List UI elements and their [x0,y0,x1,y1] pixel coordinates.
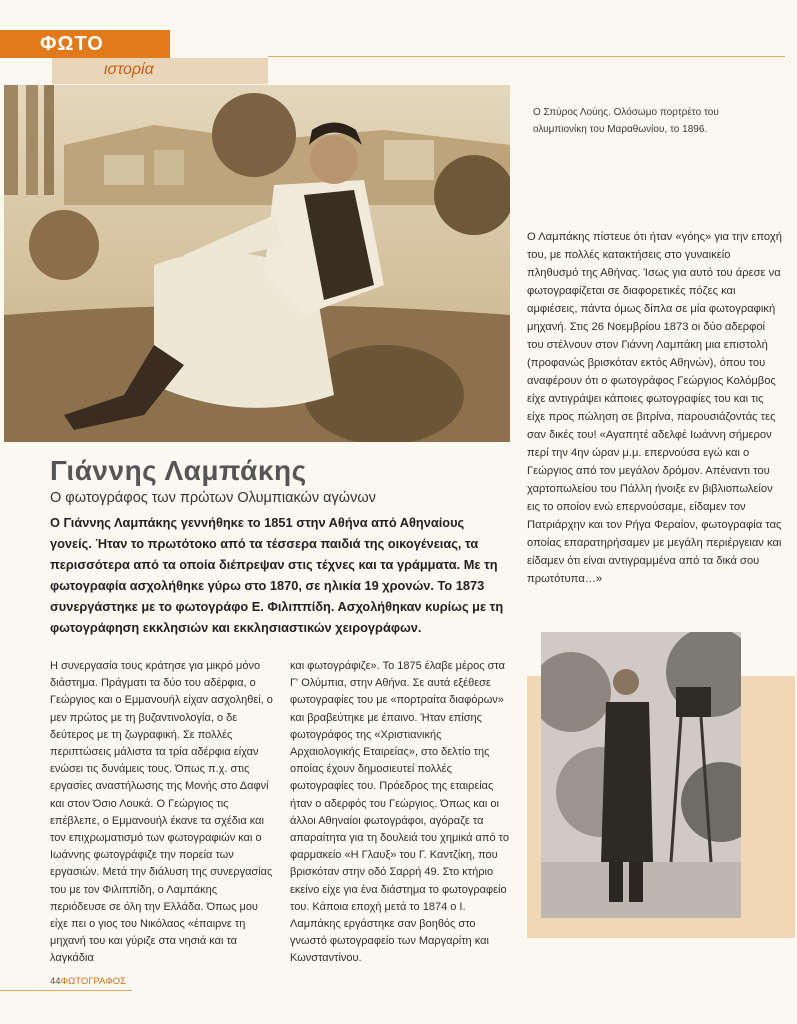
footer-rule [0,990,132,991]
body-column-1: Η συνεργασία τους κράτησε για μικρό μόνο διάστημα. Πράγματι τα δύο του αδέρφια, ο Γεώργιος και ο Εμμανουήλ είχαν ασχοληθεί, ο μεν πρώτος με τη βυζαντινολογία, ο δε δεύτερος με τη ζωγραφική. Σε πολλές περιπτώσεις μάλιστα τα τρία αδέρφια είχαν ενώσει τις δυνάμεις τους. Όπως π.χ. στις εργασίες αναστήλωσης της Μονής στο Δαφνί και στον Όσιο Λουκά. Ο Γεώργιος τις επέβλεπε, ο Εμμανουήλ έκανε τα σχέδια και τον επιχρωματισμό των φωτογραφιών και ο Ιωάννης φωτογράφιζε την πορεία των εργασιών. Μετά την διάλυση της συνεργασίας του με τον Φιλιππίδη, ο Λαμπάκης περιόδευσε σε όλη την Ελλάδα. Όπως μου είχε πει ο γιος του Νικόλαος «έπαιρνε τη μηχανή του και γύριζε στα νησιά και τα λαγκάδια [50,660,273,965]
page-number: 44 [50,976,61,987]
section-subtab [52,58,268,84]
right-column-text: Ο Λαμπάκης πίστευε ότι ήταν «γόης» για την εποχή του, με πολλές κατακτήσεις στο γυναικείο πληθυσμό της Αθήνας. Ίσως για αυτό του άρεσε να φωτογραφίζεται σε διαφορετικές πόζες και αμφιέσεις, πάντα όμως δίπλα σε μία φωτογραφική μηχανή. Στις 26 Νοεμβρίου 1873 οι δύο αδερφοί του στέλνουν στον Γιάννη Λαμπάκη μια επιστολή (προφανώς βρισκόταν εκτός Αθηνών), όπου του αναφέρουν ότι ο φωτογράφος Γεώργιος Κολόμβος είχε αντιγράψει κάποιες φωτογραφίες του και τις είχε προς πώληση σε βιτρίνα, παρουσιάζοντάς τες σαν δικές του! «Αγαπητέ αδελφέ Ιωάννη σήμερον περί την 4ην ώραν μ.μ. επερνούσα εγώ και ο Γεώργιος από τον μεγάλον δρόμον. Απέναντι του χαρτοπωλείου του Πάλλη ήνοιξε εν βιβλιοπωλείον εις το οποίον ενώ επερνούσαμε, είδαμεν τον Πατριάρχην και τον Ρήγα Φεραίον, φωτογραφία τας οποίας επαρατηρήσαμεν με μεγάλη περιέργειαν και είδαμεν ότι είναι αντιγραμμένα από τα δικά σου πρωτότυπα…» [527,231,782,585]
lampakis-portrait-photo [541,632,741,918]
article-subtitle: Ο φωτογράφος των πρώτων Ολυμπιακών αγώνων [50,490,376,506]
photo-caption: Ο Σπύρος Λούης. Ολόσωμο πορτρέτο του ολυμπιονίκη του Μαραθωνίου, το 1896. [533,107,719,135]
lampakis-portrait-image [541,632,741,918]
spyros-louis-portrait-image [4,85,510,442]
magazine-name: ΦΩΤΟΓΡΑΦΟΣ [60,976,127,987]
header-rule [268,56,785,57]
lead-paragraph: Ο Γιάννης Λαμπάκης γεννήθηκε το 1851 στην Αθήνα από Αθηναίους γονείς. Ήταν το πρωτότοκο από τα τέσσερα παιδιά της οικογένειας, τα περισσότερα από τα οποία διέπρεψαν στις τέχνες και τα γράμματα. Με τη φωτογραφία ασχολήθηκε γύρω στο 1870, σε ηλικία 19 χρονών. Το 1873 συνεργάστηκε με το φωτογράφο Ε. Φιλιππίδη. Ασχολήθηκαν κυρίως με τη φωτογράφηση εκκλησιών και εκκλησιαστικών χειρογράφων. [50,515,504,635]
section-tab [0,30,170,58]
page-footer [50,976,126,987]
body-column-2: και φωτογράφιζε». Το 1875 έλαβε μέρος στα Γ' Ολύμπια, στην Αθήνα. Σε αυτά εξέθεσε φωτογραφίες του με «πορτραίτα διαφόρων» και βραβεύτηκε με έπαινο. Ήταν επίσης φωτογράφος της «Χριστιανικής Αρχαιολογικής Εταιρείας», στο δελτίο της οποίας έχουν δημοσιευτεί πολλές φωτογραφίες του. Πρόεδρος της εταιρείας ήταν ο αδερφός του Γεώργιος. Όπως και οι άλλοι Αθηναίοι φωτογράφοι, αγόραζε τα απαραίτητα για τη δουλειά του χημικά από το φαρμακείο «Η Γλαυξ» του Γ. Καντζίκη, που βρισκόταν στην οδό Σαρρή 49. Στο κτήριο εκείνο είχε για ένα διάστημα το φωτογραφείο του. Κάποια εποχή μετά το 1874 ο Ι. Λαμπάκης εργάστηκε σαν βοηθός στο γνωστό φωτογραφείο των Μαργαρίτη και Κωνσταντίνου. [290,660,509,965]
article-title: Γιάννης Λαμπάκης [50,455,307,486]
spyros-louis-photo [4,85,510,442]
section-name: ιστορία [104,61,154,78]
section-kicker: ΦΩΤΟ [40,33,104,55]
